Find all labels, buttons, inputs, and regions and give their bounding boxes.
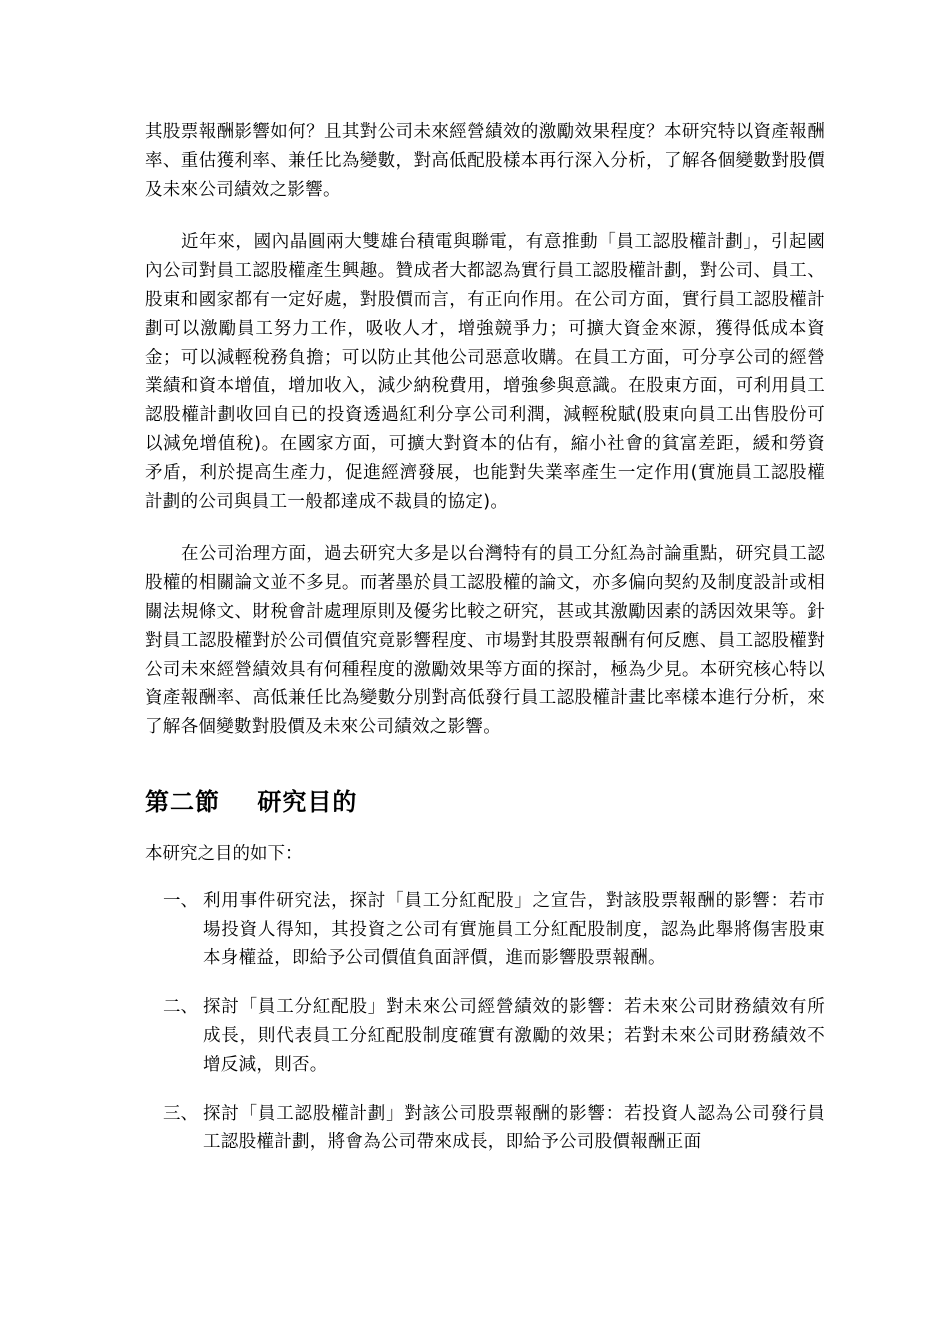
section-title: 研究目的 — [257, 787, 358, 816]
list-item-text: 探討「員工認股權計劃」對該公司股票報酬的影響：若投資人認為公司發行員工認股權計劃，將會為公司帶來成長，即給予公司股價報酬正面 — [203, 1103, 825, 1153]
list-item — [145, 887, 825, 973]
section-number: 第二節 — [145, 787, 220, 816]
paragraph-background: 近年來，國內晶圓兩大雙雄台積電與聯電，有意推動「員工認股權計劃」，引起國內公司對員工認股權產生興趣。贊成者大都認為實行員工認股權計劃，對公司、員工、股東和國家都有一定好處，對股價而言，有正向作用。在公司方面，實行員工認股權計劃可以激勵員工努力工作，吸收人才，增強競爭力；可擴大資金來源，獲得低成本資金；可以減輕稅務負擔；可以防止其他公司惡意收購。在員工方面，可分享公司的經營業績和資本增值，增加收入，減少納稅費用，增強參與意識。在股東方面，可利用員工認股權計劃收回自已的投資透過紅利分享公司利潤，減輕稅賦(股東向員工出售股份可以減免增值稅)。在國家方面，可擴大對資本的佔有，縮小社會的貧富差距，緩和勞資矛盾，利於提高生產力，促進經濟發展，也能對失業率產生一定作用(實施員工認股權計劃的公司與員工一般都達成不裁員的協定)。 — [145, 232, 825, 512]
list-item-text: 探討「員工分紅配股」對未來公司經營績效的影響：若未來公司財務績效有所成長，則代表員工分紅配股制度確實有激勵的效果；若對未來公司財務績效不增反減，則否。 — [203, 997, 825, 1075]
list-marker: 二、 — [163, 997, 198, 1018]
objectives-intro: 本研究之目的如下： — [145, 843, 303, 864]
list-marker: 三、 — [163, 1103, 198, 1124]
paragraph-continued: 其股票報酬影響如何？且其對公司未來經營績效的激勵效果程度？本研究特以資產報酬率、重估獲利率、兼任比為變數，對高低配股樣本再行深入分析，了解各個變數對股價及未來公司績效之影響。 — [145, 122, 825, 200]
list-item — [145, 993, 825, 1079]
section-heading — [145, 786, 825, 818]
paragraph-governance: 在公司治理方面，過去研究大多是以台灣特有的員工分紅為討論重點，研究員工認股權的相關論文並不多見。而著墨於員工認股權的論文，亦多偏向契約及制度設計或相關法規條文、財稅會計處理原則及優劣比較之研究，甚或其激勵因素的誘因效果等。針對員工認股權對於公司價值究竟影響程度、市場對其股票報酬有何反應、員工認股權對公司未來經營績效具有何種程度的激勵效果等方面的探討，極為少見。本研究核心特以資產報酬率、高低兼任比為變數分別對高低發行員工認股權計畫比率樣本進行分析，來了解各個變數對股價及未來公司績效之影響。 — [145, 544, 825, 738]
objectives-list — [145, 887, 825, 1157]
list-item — [145, 1100, 825, 1158]
document-page — [145, 118, 825, 1157]
list-item-text: 利用事件研究法，探討「員工分紅配股」之宣告，對該股票報酬的影響：若市場投資人得知，其投資之公司有實施員工分紅配股制度，認為此舉將傷害股東本身權益，即給予公司價值負面評價，進而影響股票報酬。 — [203, 890, 825, 969]
list-marker: 一、 — [163, 890, 198, 911]
